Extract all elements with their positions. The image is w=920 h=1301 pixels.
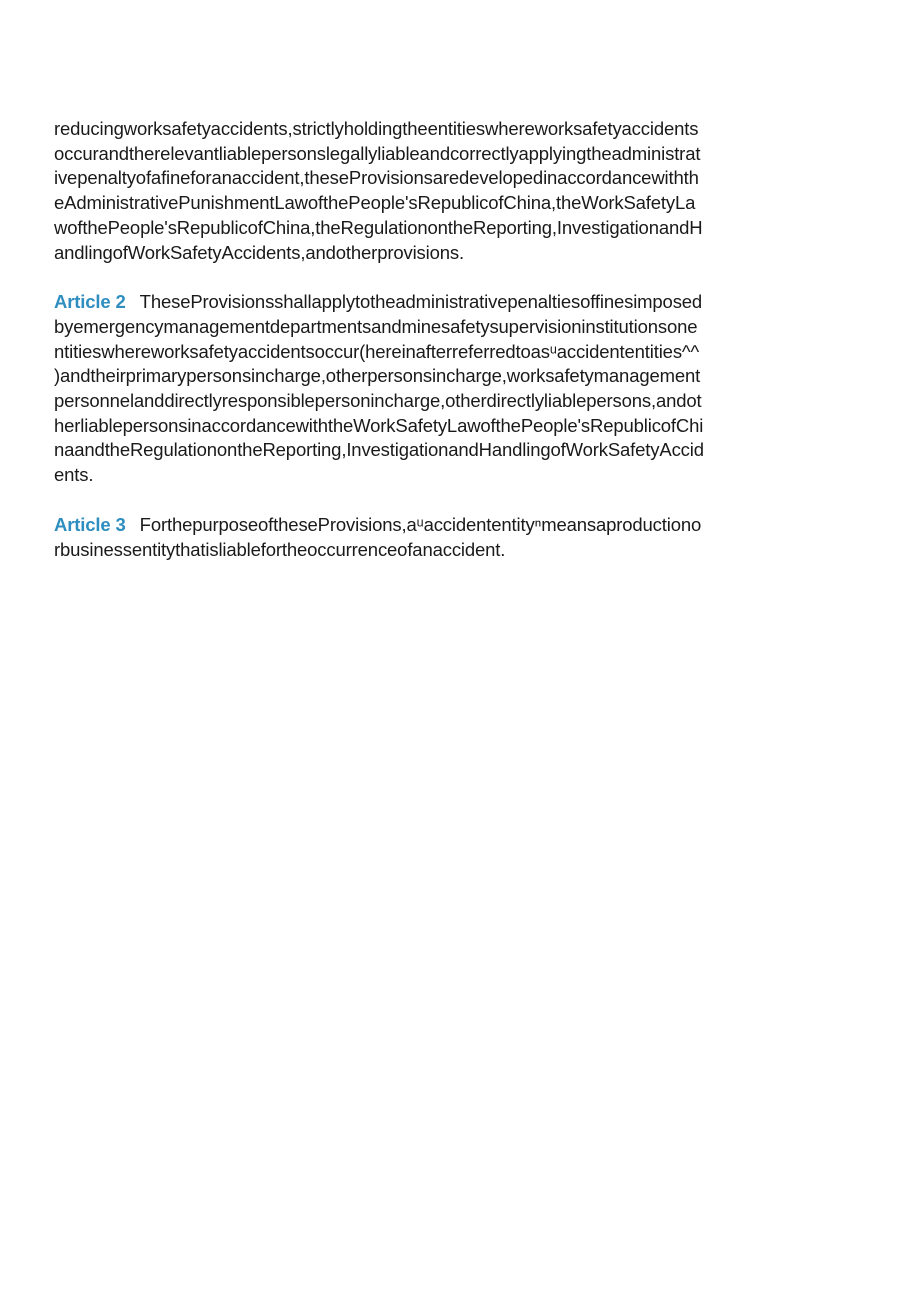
text-line: reducingworksafetyaccidents,strictlyholdingtheentitieswhereworksafetyaccidents <box>54 118 699 139</box>
text-line: ents. <box>54 464 94 486</box>
text-line: wofthePeople'sRepublicofChina,theRegulationontheReporting,InvestigationandH <box>54 216 703 238</box>
article-2-first-line: TheseProvisionsshallapplytotheadministrativepenaltiesoffinesimposed <box>139 291 703 313</box>
text-line: ntitieswhereworksafetyaccidentsoccur(hereinafterreferredtoasᵘaccidententities^^ <box>54 340 699 362</box>
text-line: personnelanddirectlyresponsiblepersonincharge,otherdirectlyliablepersons,andot <box>54 390 702 412</box>
article-3-first-line: ForthepurposeoftheseProvisions,aᵘaccidententityⁿmeansaproductiono <box>139 513 702 535</box>
text-line: herliablepersonsinaccordancewiththeWorkSafetyLawofthePeople'sRepublicofChi <box>54 414 704 436</box>
text-line: rbusinessentitythatisliablefortheoccurrenceofanaccident. <box>54 538 506 560</box>
text-line <box>54 290 834 315</box>
text-line: )andtheirprimarypersonsincharge,otherpersonsincharge,worksafetymanagement <box>54 365 701 387</box>
article-2-paragraph <box>54 290 834 488</box>
text-line: byemergencymanagementdepartmentsandminesafetysupervisioninstitutionsone <box>54 315 698 337</box>
article-2-label: Article 2 <box>54 291 126 313</box>
article-3-label: Article 3 <box>54 513 126 535</box>
text-line: andlingofWorkSafetyAccidents,andotherprovisions. <box>54 241 464 263</box>
text-line: occurandtherelevantliablepersonslegallyliableandcorrectlyapplyingtheadministrat <box>54 142 701 164</box>
article-3-paragraph <box>54 513 834 562</box>
intro-paragraph <box>54 117 834 265</box>
text-line: naandtheRegulationontheReporting,InvestigationandHandlingofWorkSafetyAccid <box>54 439 704 461</box>
document-page <box>54 117 834 562</box>
text-line <box>54 513 834 538</box>
text-line: eAdministrativePunishmentLawofthePeople'sRepublicofChina,theWorkSafetyLa <box>54 192 696 214</box>
text-line: ivepenaltyofafineforanaccident,theseProvisionsaredevelopedinaccordancewithth <box>54 167 699 189</box>
